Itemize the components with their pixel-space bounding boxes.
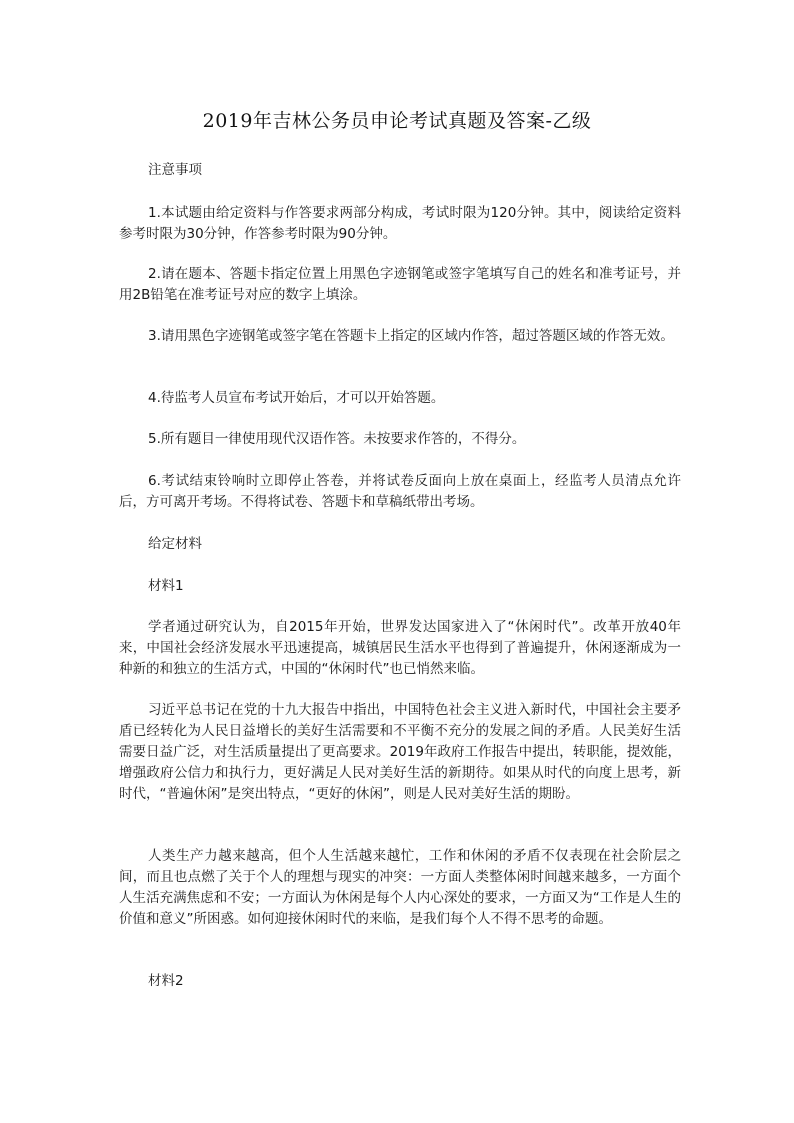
materials-heading: 给定材料 bbox=[148, 536, 202, 552]
document-title: 2019年吉林公务员申论考试真题及答案-乙级 bbox=[202, 110, 592, 132]
notice-item-6: 6.考试结束铃响时立即停止答卷，并将试卷反面向上放在桌面上，经监考人员清点允许后，方可离开考场。不得将试卷、答题卡和草稿纸带出考场。 bbox=[119, 473, 681, 510]
material-1-paragraph-1: 学者通过研究认为，自2015年开始，世界发达国家进入了“休闲时代”。改革开放40年来，中国社会经济发展水平迅速提高，城镇居民生活水平也得到了普遍提升，休闲逐渐成为一种新的和独立的生活方式，中国的“休闲时代”也已悄然来临。 bbox=[119, 619, 681, 677]
material-1-paragraph-3: 人类生产力越来越高，但个人生活越来越忙，工作和休闲的矛盾不仅表现在社会阶层之间，而且也点燃了关于个人的理想与现实的冲突：一方面人类整体闲时间越来越多，一方面个人生活充满焦虑和不安；一方面认为休闲是每个人内心深处的要求，一方面又为“工作是人生的价值和意义”所困惑。如何迎接休闲时代的来临，是我们每个人不得不思考的命题。 bbox=[119, 848, 681, 927]
material-1-heading: 材料1 bbox=[148, 578, 184, 594]
notice-item-1: 1.本试题由给定资料与作答要求两部分构成，考试时限为120分钟。其中，阅读给定资料参考时限为30分钟，作答参考时限为90分钟。 bbox=[119, 205, 681, 242]
material-2-heading: 材料2 bbox=[148, 973, 184, 989]
notice-item-5: 5.所有题目一律使用现代汉语作答。未按要求作答的，不得分。 bbox=[148, 431, 526, 447]
notice-item-3: 3.请用黑色字迹钢笔或签字笔在答题卡上指定的区域内作答，超过答题区域的作答无效。 bbox=[148, 328, 674, 344]
material-1-paragraph-2: 习近平总书记在党的十九大报告中指出，中国特色社会主义进入新时代，中国社会主要矛盾已经转化为人民日益增长的美好生活需要和不平衡不充分的发展之间的矛盾。人民美好生活需要日益广泛，对生活质量提出了更高要求。2019年政府工作报告中提出，转职能，提效能，增强政府公信力和执行力，更好满足人民对美好生活的新期待。如果从时代的向度上思考，新时代，“普遍休闲”是突出特点，“更好的休闲”，则是人民对美好生活的期盼。 bbox=[119, 702, 681, 802]
notice-item-2: 2.请在题本、答题卡指定位置上用黑色字迹钢笔或签字笔填写自己的姓名和准考证号，并用2B铅笔在准考证号对应的数字上填涂。 bbox=[119, 266, 681, 303]
notice-item-4: 4.待监考人员宣布考试开始后，才可以开始答题。 bbox=[148, 390, 445, 406]
notice-heading: 注意事项 bbox=[148, 162, 202, 178]
